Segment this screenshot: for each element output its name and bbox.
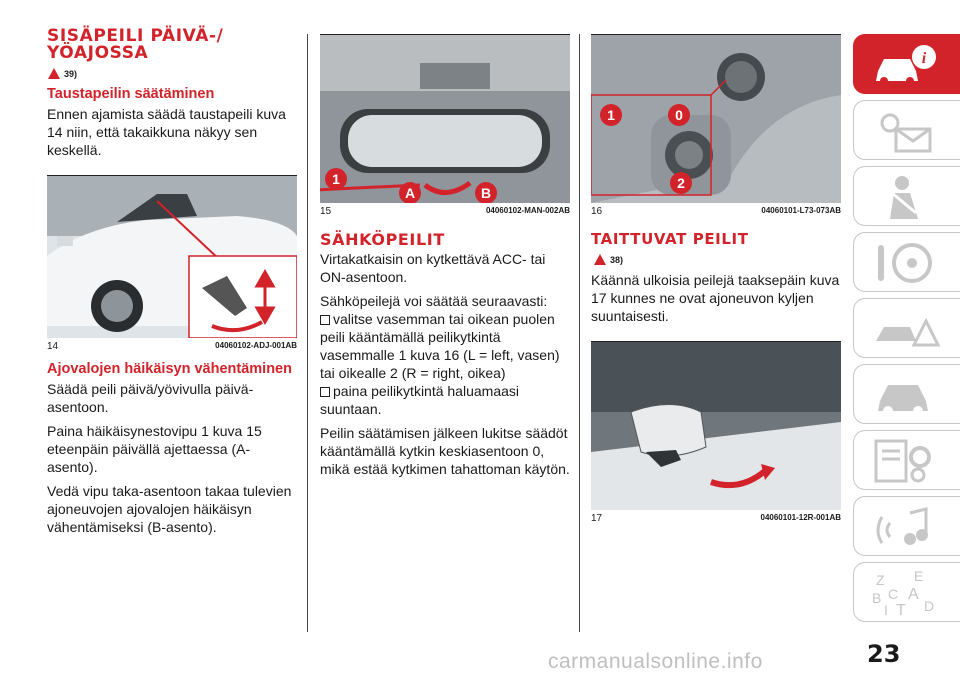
paragraph: Paina häikäisynestovipu 1 kuva 15 eteenpäin päivällä ajettaessa (A-asento).: [47, 423, 262, 475]
paragraph: Peilin säätämisen jälkeen lukitse säädöt kääntämällä kytkin keskiasentoon 0, mikä estää kytkimen tahattoman käytön.: [320, 425, 570, 477]
label-0: 0: [675, 107, 683, 123]
label-1: 1: [332, 171, 340, 187]
tab-warning-lights[interactable]: [853, 100, 960, 160]
warning-triangle-icon: [594, 254, 606, 265]
section-title: TAITTUVAT PEILIT: [591, 230, 749, 248]
mirror-switch-photo: [591, 35, 841, 203]
svg-text:D: D: [924, 598, 935, 614]
column-2: [320, 28, 570, 478]
label-b: B: [480, 185, 492, 201]
watermark: carmanualsonline.info: [548, 650, 763, 673]
warning-triangle-icon: [48, 68, 60, 79]
checkbox-bullet-icon: [320, 387, 330, 397]
figure-caption: 17 04060101-12R-001AB: [591, 513, 841, 524]
tab-maintenance[interactable]: [853, 364, 960, 424]
warning-lights-icon: [870, 107, 940, 155]
technical-data-icon: [870, 437, 940, 485]
paragraph: Sähköpeilejä voi säätää seuraavasti:: [320, 293, 548, 309]
tab-driving[interactable]: [853, 232, 960, 292]
figure-caption: 15 04060102-MAN-002AB: [320, 206, 570, 217]
paragraph: Käännä ulkoisia peilejä taaksepäin kuva 17 kunnes ne ovat ajoneuvon kyljen suuntaisesti.: [591, 272, 840, 324]
paragraph: Virtakatkaisin on kytkettävä ACC- tai ON-asentoon.: [320, 251, 546, 285]
svg-text:C: C: [888, 586, 899, 602]
driving-icon: [870, 239, 940, 287]
figure-16: [591, 34, 841, 217]
emergency-icon: [870, 305, 940, 353]
maintenance-icon: [870, 371, 940, 419]
bullet-item: valitse vasemman tai oikean puolen peili kääntämällä peilikytkintä vasemmalle 1 kuva 16 (L = left, vasen) tai oikealle 2 (R = right, oikea): [320, 311, 560, 381]
tab-technical-data[interactable]: [853, 430, 960, 490]
warning-note: 39): [48, 68, 297, 79]
svg-text:i: i: [921, 50, 927, 67]
folding-mirror-photo: [591, 342, 841, 510]
paragraph: Vedä vipu taka-asentoon takaa tulevien ajoneuvojen ajovalojen häikäisyn vähentämiseksi (B-asento).: [47, 483, 292, 535]
svg-text:B: B: [872, 590, 882, 606]
svg-text:A: A: [908, 586, 919, 603]
page-number: 23: [867, 640, 901, 668]
tab-safety[interactable]: [853, 166, 960, 226]
tab-multimedia[interactable]: [853, 496, 960, 556]
subheading: Taustapeilin säätäminen: [47, 86, 215, 102]
column-divider: [579, 34, 580, 632]
column-divider: [307, 34, 308, 632]
label-1: 1: [607, 107, 615, 123]
figure-caption: 14 04060102-ADJ-001AB: [47, 341, 297, 352]
multimedia-icon: [870, 503, 940, 551]
rearview-mirror-photo: [320, 35, 570, 203]
warning-note: 38): [594, 254, 841, 265]
bullet-item: paina peilikytkintä haluamaasi suuntaan.: [320, 383, 519, 417]
paragraph: Säädä peili päivä/yövivulla päivä-asentoon.: [47, 381, 254, 415]
label-a: A: [404, 185, 416, 201]
figure-caption: 16 04060101-L73-073AB: [591, 206, 841, 217]
subheading: Ajovalojen häikäisyn vähentäminen: [47, 361, 292, 377]
paragraph: Ennen ajamista säädä taustapeili kuva 14 niin, että takaikkuna näkyy sen keskellä.: [47, 106, 286, 158]
tab-emergency[interactable]: [853, 298, 960, 358]
index-icon: [870, 569, 940, 617]
figure-15: [320, 34, 570, 217]
car-info-icon: [870, 41, 940, 89]
column-1: [47, 28, 297, 536]
section-title: SÄHKÖPEILIT: [320, 230, 445, 249]
svg-text:Z: Z: [876, 572, 885, 588]
checkbox-bullet-icon: [320, 315, 330, 325]
safety-icon: [870, 173, 940, 221]
svg-text:T: T: [896, 602, 906, 617]
chapter-sidebar: [853, 34, 960, 628]
tab-car-info[interactable]: [853, 34, 960, 94]
tab-index[interactable]: [853, 562, 960, 622]
figure-14: [47, 175, 297, 352]
column-3: [591, 28, 841, 524]
label-2: 2: [677, 175, 685, 191]
car-mirror-illustration: [47, 176, 297, 338]
figure-17: [591, 341, 841, 524]
svg-text:E: E: [914, 569, 924, 584]
svg-text:I: I: [884, 602, 888, 617]
section-title: SISÄPEILI PÄIVÄ-/ YÖAJOSSA: [47, 26, 224, 63]
